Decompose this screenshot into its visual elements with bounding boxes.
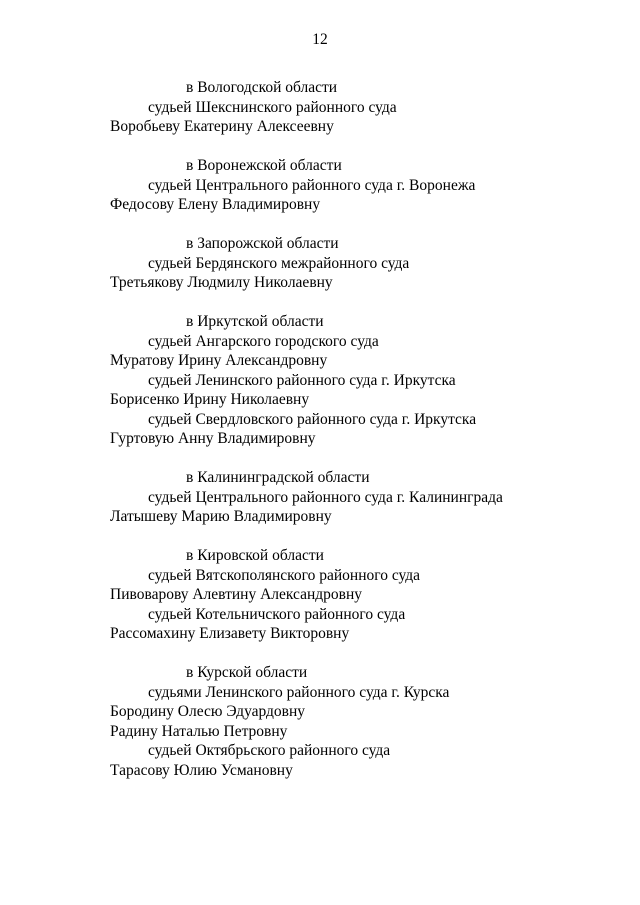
court-line: судьей Центрального районного суда г. Калининграда bbox=[148, 488, 503, 506]
page-number: 12 bbox=[312, 31, 328, 48]
judge-name: Рассомахину Елизавету Викторовну bbox=[110, 625, 350, 642]
region-heading: в Воронежской области bbox=[186, 157, 342, 174]
court-line: судьей Свердловского районного суда г. Иркутска bbox=[148, 410, 477, 428]
court-line: судьей Шекснинского районного суда bbox=[148, 98, 397, 116]
judge-name: Третьякову Людмилу Николаевну bbox=[110, 274, 333, 291]
region-block bbox=[110, 663, 620, 780]
region-heading: в Запорожской области bbox=[186, 235, 339, 252]
region-heading: в Иркутской области bbox=[186, 313, 324, 330]
region-block bbox=[110, 78, 620, 137]
region-block bbox=[110, 312, 620, 449]
judge-name: Федосову Елену Владимировну bbox=[110, 196, 321, 213]
court-line: судьями Ленинского районного суда г. Курска bbox=[148, 683, 450, 701]
region-block bbox=[110, 156, 620, 215]
region-heading: в Вологодской области bbox=[186, 79, 338, 96]
court-line: судьей Бердянского межрайонного суда bbox=[148, 254, 410, 272]
region-block bbox=[110, 468, 620, 527]
judge-name: Тарасову Юлию Усмановну bbox=[110, 761, 293, 779]
judge-name: Борисенко Ирину Николаевну bbox=[110, 391, 310, 408]
region-block bbox=[110, 234, 620, 293]
region-heading: в Калининградской области bbox=[186, 469, 370, 486]
court-line: судьей Ленинского районного суда г. Иркутска bbox=[148, 371, 456, 389]
judge-name: Латышеву Марию Владимировну bbox=[110, 508, 332, 525]
court-line: судьей Октябрьского районного суда bbox=[148, 742, 391, 759]
judge-name: Гуртовую Анну Владимировну bbox=[110, 430, 316, 447]
appointment-list bbox=[110, 78, 620, 800]
judge-name: Бородину Олесю Эдуардовну bbox=[110, 703, 306, 720]
judge-name: Муратову Ирину Александровну bbox=[110, 352, 328, 369]
region-heading: в Кировской области bbox=[186, 547, 324, 564]
judge-name: Воробьеву Екатерину Алексеевну bbox=[110, 118, 334, 135]
court-line: судьей Котельничского районного суда bbox=[148, 605, 406, 623]
judge-name: Радину Наталью Петровну bbox=[110, 722, 288, 740]
court-line: судьей Вятскополянского районного суда bbox=[148, 566, 421, 584]
court-line: судьей Центрального районного суда г. Воронежа bbox=[148, 176, 476, 194]
region-heading: в Курской области bbox=[186, 664, 308, 681]
judge-name: Пивоварову Алевтину Александровну bbox=[110, 586, 363, 603]
region-block bbox=[110, 546, 620, 644]
court-line: судьей Ангарского городского суда bbox=[148, 332, 379, 350]
